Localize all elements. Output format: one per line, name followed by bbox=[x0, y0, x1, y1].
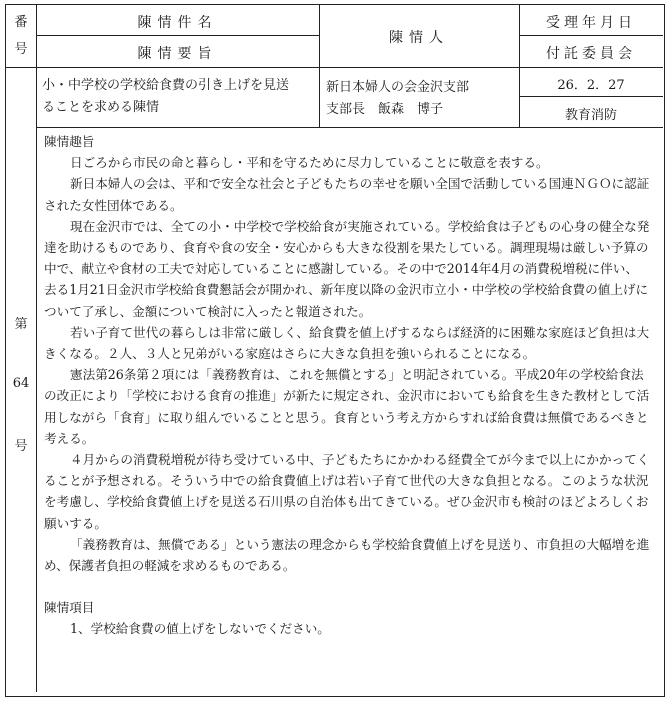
summary-paragraph: 現在金沢市では、全ての小・中学校で学校給食が実施されている。学校給食は子どもの心身の健全な発達を助けるものであり、食育や食の安全・安心からも大きな役割を果たしている。調理現場は厳しい予算の中で、献立や食材の工夫で対応していることに感謝している。その中で2014年4月の消費税増税に伴い、去る1月21日金沢市学校給食費懇話会が開かれ、新年度以降の金沢市立小・中学校の学校給食費の値上げについて了承し、金額について検討に入ったと報道された。 bbox=[44, 218, 650, 319]
petition-subject bbox=[42, 75, 317, 119]
divider bbox=[319, 5, 320, 127]
petition-body bbox=[44, 131, 650, 640]
summary-paragraph: 日ごろから市民の命と暮らし・平和を守るために尽力していることに敬意を表する。 bbox=[70, 155, 549, 171]
summary-label: 陳情要旨 bbox=[137, 46, 218, 62]
divider bbox=[36, 35, 319, 36]
petition-number bbox=[6, 313, 36, 454]
divider bbox=[6, 67, 663, 68]
summary-paragraph: 「義務教育は、無償である」という憲法の理念からも学校給食費値上げを見送り、市負担の大幅増を進め、保護者負担の軽減を求めるものである。 bbox=[44, 536, 650, 574]
subject-label: 陳情件名 bbox=[137, 15, 218, 31]
number-label bbox=[6, 11, 36, 67]
divider bbox=[36, 127, 663, 128]
summary-paragraph: 新日本婦人の会は、平和で安全な社会と子どもたちの幸せを願い全国で活動している国連ＮＧＯに認証された女性団体である。 bbox=[44, 176, 650, 213]
summary-paragraph: 憲法第26条第２項には「義務教育は、これを無償とする」と明記されている。平成20年の学校給食法の改正により「学校における食育の推進」が新たに規定され、金沢市においても給食を生きた教材として活用しながら「食育」に取り組んでいることと思う。食育という考え方からすれば給食費は無償であるべきと考える。 bbox=[44, 367, 650, 446]
number-label-top: 番 bbox=[14, 15, 28, 30]
divider bbox=[519, 35, 663, 36]
petitioner-org: 新日本婦人の会金沢支部 bbox=[326, 80, 470, 95]
committee: 教育消防 bbox=[564, 108, 617, 123]
items-heading: 陳情項目 bbox=[44, 600, 95, 616]
number-label-bottom: 号 bbox=[14, 42, 28, 57]
subject-line-2: ることを求める陳情 bbox=[42, 100, 160, 115]
number-suffix: 号 bbox=[14, 439, 28, 454]
petitioner bbox=[326, 77, 516, 121]
number-prefix: 第 bbox=[14, 317, 28, 332]
petitioner-name: 支部長 飯森 博子 bbox=[326, 102, 444, 117]
divider bbox=[36, 5, 37, 692]
subject-line-1: 小・中学校の学校給食費の引き上げを見送 bbox=[42, 78, 290, 93]
spacer bbox=[44, 576, 650, 597]
divider bbox=[519, 96, 663, 97]
summary-heading: 陳情趣旨 bbox=[44, 134, 95, 149]
petition-document bbox=[5, 4, 665, 697]
petition-item: 1、学校給食費の値上げをしないでください。 bbox=[70, 621, 330, 637]
number-value: 64 bbox=[12, 376, 30, 391]
committee-label: 付託委員会 bbox=[546, 46, 636, 62]
summary-paragraph: ４月からの消費税増税が待ち受けている中、子どもたちにかかわる経費全てが今まで以上にかかってくることが予想される。そういう中での給食費値上げは若い子育て世代の大きな負担となる。このような状況を考慮し、学校給食費値上げを見送る石川県の自治体も出てきている。ぜひ金沢市も検討のほどよろしくお願いする。 bbox=[44, 452, 650, 531]
received-date-label: 受理年月日 bbox=[546, 15, 636, 31]
summary-paragraph: 若い子育て世代の暮らしは非常に厳しく、給食費を値上げするならば経済的に困難な家庭ほど負担は大きくなる。２人、３人と兄弟がいる家庭はさらに大きな負担を強いられることになる。 bbox=[44, 324, 650, 362]
received-date: 26．2．27 bbox=[557, 78, 625, 93]
petitioner-label: 陳情人 bbox=[389, 30, 449, 46]
